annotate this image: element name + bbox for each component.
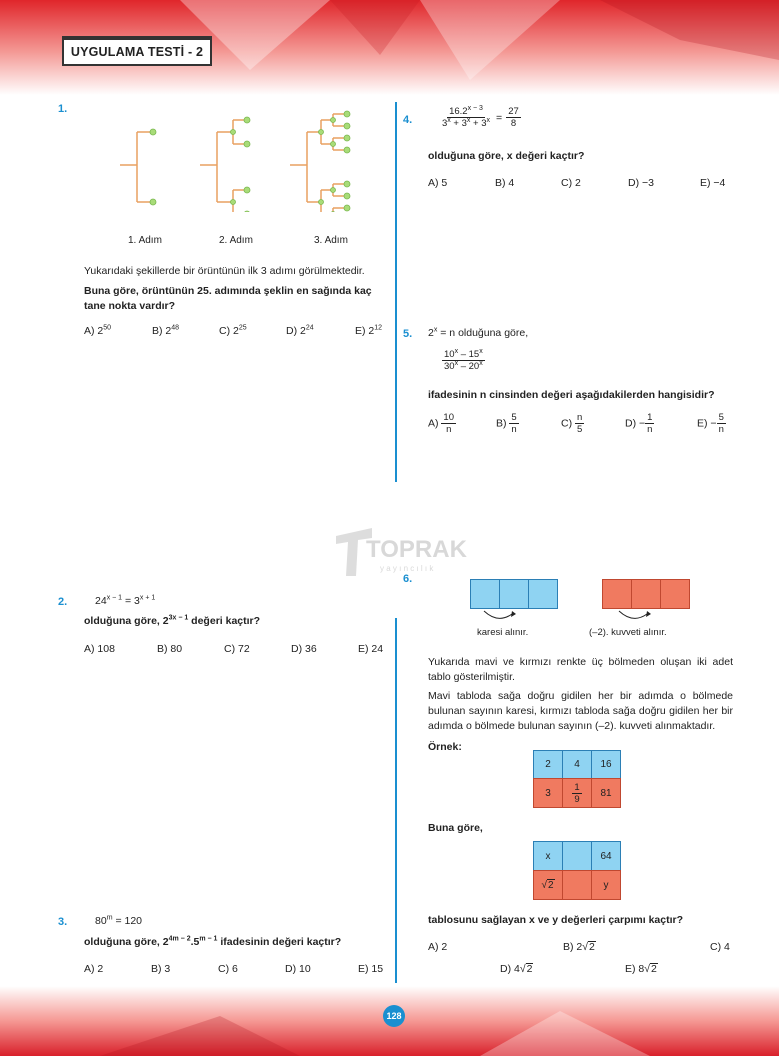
q1-option-e[interactable]: E) $2^{12}$	[355, 324, 383, 337]
q6-option-b[interactable]: B) 2√2	[563, 941, 595, 953]
q6-buna-gore: Buna göre,	[428, 822, 483, 834]
q6-example-label: Örnek:	[428, 741, 462, 753]
q6-option-a[interactable]: A) 2	[428, 941, 448, 953]
page-number: 128	[386, 1011, 402, 1021]
q3-option-e[interactable]: E) 15	[358, 963, 384, 975]
q2-option-a[interactable]: A) 108	[84, 643, 115, 655]
q6-example-blue-1: 2	[533, 750, 563, 779]
q5-option-b[interactable]: B) $\frac{5}{n}$	[496, 412, 517, 435]
q2-option-c[interactable]: C) 72	[224, 643, 250, 655]
q1-step-2: 2. Adım	[219, 235, 253, 246]
q6-red-cell-2	[631, 579, 661, 609]
q6-table-blue-3: 64	[591, 841, 621, 871]
q6-option-e[interactable]: E) 8√2	[625, 963, 657, 975]
q1-pattern-figure	[115, 102, 365, 212]
q1-step-3: 3. Adım	[314, 235, 348, 246]
q6-table-blue-2	[562, 841, 592, 871]
q3-question: olduğuna göre, $2^{4m - 2}.5^{m - 1}$ ifadesinin değeri kaçtır?	[84, 935, 342, 948]
q6-paragraph-2: Mavi tabloda sağa doğru gidilen her bir adımda o bölmede bulunan sayının karesi, kırmızı tabloda sağa doğru gidilen her bir adımda o bölmede bulunan sayının (–2). kuvveti alınmaktadır.	[428, 690, 733, 732]
q5-option-a[interactable]: A) $\frac{10}{n}$	[428, 412, 454, 435]
q4-option-a[interactable]: A) 5	[428, 177, 448, 189]
q4-option-b[interactable]: B) 4	[495, 177, 515, 189]
q1-option-d[interactable]: D) $2^{24}$	[286, 324, 314, 337]
q6-blue-cell-1	[470, 579, 500, 609]
q3-given: $80^m = 120$	[95, 914, 143, 927]
q1-option-a[interactable]: A) $2^{50}$	[84, 324, 112, 337]
q2-option-e[interactable]: E) 24	[358, 643, 384, 655]
q6-red-cell-1	[602, 579, 632, 609]
q5-given: $2^x = n$ olduğuna göre,	[428, 326, 529, 339]
q4-equation: $\frac{16.2^{x - 3}}{3^x + 3^x + 3^x}$ = $\frac{27}{8}$	[442, 104, 519, 129]
q4-number: 4.	[403, 114, 413, 126]
q6-blue-caption: karesi alınır.	[477, 627, 529, 638]
q6-paragraph-1: Yukarıda mavi ve kırmızı renkte üç bölmeden oluşan iki adet tablo gösterilmiştir.	[428, 656, 733, 683]
q6-example-blue-2: 4	[562, 750, 592, 779]
q6-table-blue-1: x	[533, 841, 563, 871]
q2-option-d[interactable]: D) 36	[291, 643, 317, 655]
q6-red-caption: (–2). kuvveti alınır.	[589, 627, 667, 638]
q6-question: tablosunu sağlayan x ve y değerleri çarpımı kaçtır?	[428, 914, 684, 926]
q6-red-arrow-icon	[615, 608, 655, 624]
q4-option-d[interactable]: D) −3	[628, 177, 654, 189]
q1-text: Yukarıdaki şekillerde bir örüntünün ilk 3 adımı görülmektedir.	[84, 265, 365, 277]
q6-table-red-1: √2	[533, 870, 563, 900]
column-divider	[395, 102, 397, 482]
watermark-brand: TOPRAK	[366, 536, 467, 563]
q6-table-red-3: y	[591, 870, 621, 900]
q3-option-d[interactable]: D) 10	[285, 963, 311, 975]
q2-question: olduğuna göre, $2^{3x - 1}$ değeri kaçtır?	[84, 614, 261, 627]
q4-question: olduğuna göre, x değeri kaçtır?	[428, 150, 585, 162]
q1-option-b[interactable]: B) $2^{48}$	[152, 324, 180, 337]
q4-denominator: $3^x + 3^x + 3^x$	[442, 116, 491, 129]
q3-option-a[interactable]: A) 2	[84, 963, 104, 975]
q2-given: $24^{x - 1} = 3^{x + 1}$	[95, 594, 156, 607]
q6-example-red-3: 81	[591, 778, 621, 808]
q1-step-1: 1. Adım	[128, 235, 162, 246]
q4-option-e[interactable]: E) −4	[700, 177, 726, 189]
header-title: UYGULAMA TESTİ - 2	[70, 45, 204, 59]
q6-example-red-2: $\frac{1}{9}$	[562, 778, 592, 808]
q3-option-b[interactable]: B) 3	[151, 963, 171, 975]
q1-option-c[interactable]: C) $2^{25}$	[219, 324, 247, 337]
q6-blue-cell-3	[528, 579, 558, 609]
page-number-badge	[383, 1005, 405, 1027]
q1-question: Buna göre, örüntünün 25. adımında şeklin en sağında kaç tane nokta vardır?	[84, 285, 372, 312]
q5-question: ifadesinin n cinsinden değeri aşağıdakilerden hangisidir?	[428, 389, 715, 401]
watermark	[332, 520, 467, 580]
q4-option-c[interactable]: C) 2	[561, 177, 581, 189]
watermark-sub: y a y ı n c ı l ı k	[380, 564, 434, 573]
q5-option-d[interactable]: D) − $\frac{1}{n}$	[625, 412, 653, 435]
q5-option-c[interactable]: C) $\frac{n}{5}$	[561, 412, 583, 435]
q2-option-b[interactable]: B) 80	[157, 643, 183, 655]
q6-option-d[interactable]: D) 4√2	[500, 963, 533, 975]
q5-expression: $\frac{10^x - 15^x}{30^x - 20^x}$	[444, 347, 483, 372]
q6-example-red-1: 3	[533, 778, 563, 808]
q3-option-c[interactable]: C) 6	[218, 963, 238, 975]
q3-number: 3.	[58, 916, 68, 928]
q6-red-cell-3	[660, 579, 690, 609]
q1-number: 1.	[58, 103, 68, 115]
q6-blue-arrow-icon	[480, 608, 520, 624]
q6-example-blue-3: 16	[591, 750, 621, 779]
column-divider-lower	[395, 618, 397, 983]
q6-option-c[interactable]: C) 4	[710, 941, 730, 953]
header-title-box	[62, 36, 212, 66]
q5-option-e[interactable]: E) − $\frac{5}{n}$	[697, 412, 724, 435]
q6-number: 6.	[403, 573, 413, 585]
q6-table-red-2	[562, 870, 592, 900]
q6-blue-cell-2	[499, 579, 529, 609]
q5-number: 5.	[403, 328, 413, 340]
q2-number: 2.	[58, 596, 68, 608]
